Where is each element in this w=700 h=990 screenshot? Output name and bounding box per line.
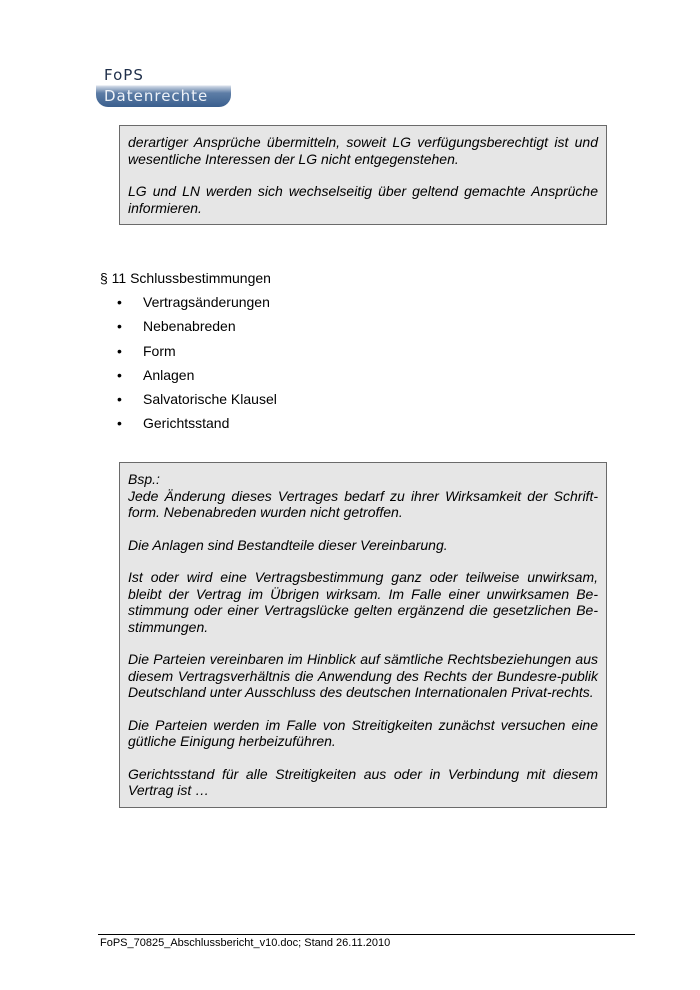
bullet-label: Form — [143, 342, 176, 359]
bullet-dot: • — [117, 366, 122, 383]
bullet-dot: • — [117, 342, 122, 359]
box2-paragraph: Die Anlagen sind Bestandteile dieser Vereinbarung. — [128, 536, 448, 553]
bullet-dot: • — [117, 391, 122, 408]
section-title: § 11 Schlussbestimmungen — [100, 270, 271, 286]
box1-paragraph: derartiger Ansprüche übermitteln, soweit LG verfügungsberechtigt ist und wesentliche Interessen der LG nicht entgegenstehen. — [128, 134, 598, 167]
bullet-list — [100, 294, 277, 440]
box2-paragraph: Ist oder wird eine Vertragsbestimmung ganz oder teilweise unwirksam, bleibt der Vertrag im Übrigen wirksam. Im Falle einer unwirksamen Be-stimmung oder einer Vertragslücke gelten ergänzend die gesetzlichen Be-stimmungen. — [128, 569, 598, 635]
bullet-item — [100, 391, 277, 415]
bullet-item — [100, 343, 277, 367]
footer-text: FoPS_70825_Abschlussbericht_v10.doc; Stand 26.11.2010 — [100, 937, 391, 949]
example-box-final-provisions — [119, 462, 607, 808]
bullet-label: Gerichtsstand — [143, 415, 230, 432]
footer-divider — [98, 934, 635, 935]
box2-paragraph: Gerichtsstand für alle Streitigkeiten aus oder in Verbindung mit diesem Vertrag ist … — [128, 765, 598, 798]
bullet-dot: • — [117, 294, 122, 310]
bullet-item — [100, 367, 277, 391]
box2-label: Bsp.: — [128, 471, 160, 487]
bullet-item — [100, 294, 277, 318]
bullet-label: Nebenabreden — [143, 318, 236, 335]
bullet-dot: • — [117, 318, 122, 335]
bullet-label: Anlagen — [143, 366, 195, 383]
box2-paragraph: Die Parteien werden im Falle von Streitigkeiten zunächst versuchen eine gütliche Einigung herbeizuführen. — [128, 716, 598, 749]
fops-logo — [96, 66, 231, 107]
bullet-item — [100, 415, 277, 439]
logo-line1: FoPS — [104, 66, 144, 84]
logo-line2: Datenrechte — [104, 87, 209, 105]
box1-paragraph: LG und LN werden sich wechselseitig über geltend gemachte Ansprüche informieren. — [128, 183, 598, 216]
bullet-label: Salvatorische Klausel — [143, 391, 277, 408]
bullet-label: Vertragsänderungen — [143, 294, 270, 310]
bullet-dot: • — [117, 415, 122, 432]
box2-paragraph: Jede Änderung dieses Vertrages bedarf zu ihrer Wirksamkeit der Schrift-form. Nebenabreden wurden nicht getroffen. — [128, 487, 598, 520]
box2-paragraph: Die Parteien vereinbaren im Hinblick auf sämtliche Rechtsbeziehungen aus diesem Vertragsverhältnis die Anwendung des Rechts der Bundesre-publik Deutschland unter Ausschluss des deutschen Internationalen Privat-rechts. — [128, 651, 598, 700]
example-box-claims — [119, 125, 607, 225]
bullet-item — [100, 318, 277, 342]
